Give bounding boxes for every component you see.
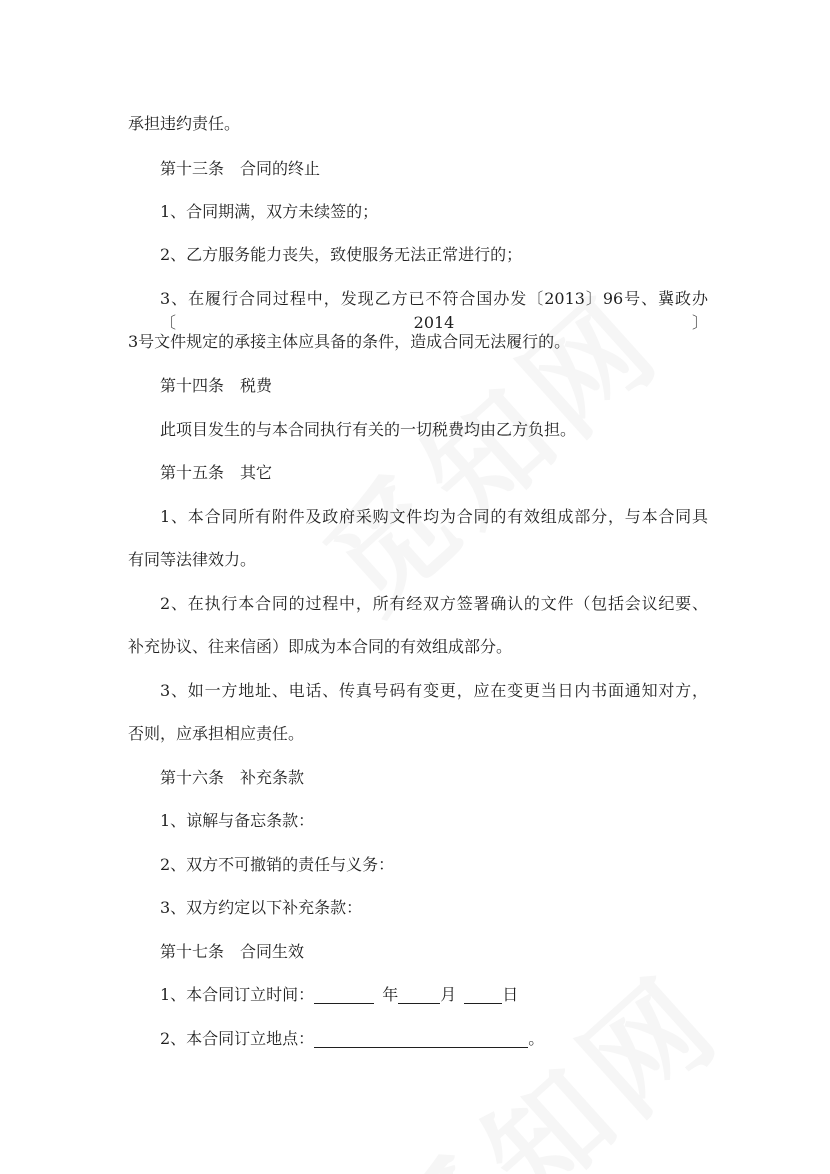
day-label: 日 xyxy=(502,985,519,1004)
section-heading: 第十六条 补充条款 xyxy=(160,768,305,787)
clause-text-continuation: 3号文件规定的承接主体应具备的条件，造成合同无法履行的。 xyxy=(128,332,571,351)
month-label: 月 xyxy=(440,985,457,1004)
sign-time-label: 1、本合同订立时间： xyxy=(160,985,315,1004)
clause-text: 3、如一方地址、电话、传真号码有变更，应在变更当日内书面通知对方， xyxy=(160,681,708,700)
sign-place-line xyxy=(160,1027,740,1051)
paragraph-text: 此项目发生的与本合同执行有关的一切税费均由乙方负担。 xyxy=(160,420,577,439)
clause-text: 1、合同期满，双方未续签的； xyxy=(160,202,379,221)
day-blank xyxy=(464,985,502,1004)
section-heading: 第十七条 合同生效 xyxy=(160,942,305,961)
clause-text-continuation: 补充协议、往来信函）即成为本合同的有效组成部分。 xyxy=(128,637,513,656)
place-blank xyxy=(314,1029,528,1048)
watermark xyxy=(343,930,752,1174)
clause-text: 3、在履行合同过程中，发现乙方已不符合国办发〔2013〕96号、冀政办〔2014〕 xyxy=(160,289,708,332)
paragraph-text: 承担违约责任。 xyxy=(128,114,241,133)
clause-text: 2、乙方服务能力丧失，致使服务无法正常进行的； xyxy=(160,245,523,264)
clause-text: 1、本合同所有附件及政府采购文件均为合同的有效组成部分，与本合同具 xyxy=(160,507,708,526)
sign-place-label: 2、本合同订立地点： xyxy=(160,1029,315,1048)
section-heading: 第十四条 税费 xyxy=(160,376,273,395)
year-blank xyxy=(314,985,374,1004)
clause-text-continuation: 有同等法律效力。 xyxy=(128,550,257,569)
month-blank xyxy=(398,985,440,1004)
sign-time-line xyxy=(160,983,740,1007)
section-heading: 第十五条 其它 xyxy=(160,463,273,482)
year-label: 年 xyxy=(382,985,399,1004)
clause-text: 1、谅解与备忘条款： xyxy=(160,811,315,830)
clause-text-continuation: 否则，应承担相应责任。 xyxy=(128,724,305,743)
clause-text: 2、在执行本合同的过程中，所有经双方签署确认的文件（包括会议纪要、 xyxy=(160,594,708,613)
clause-text: 2、双方不可撤销的责任与义务： xyxy=(160,855,395,874)
section-heading: 第十三条 合同的终止 xyxy=(160,159,321,178)
clause-text: 3、双方约定以下补充条款： xyxy=(160,898,363,917)
sign-place-end: 。 xyxy=(528,1029,545,1048)
